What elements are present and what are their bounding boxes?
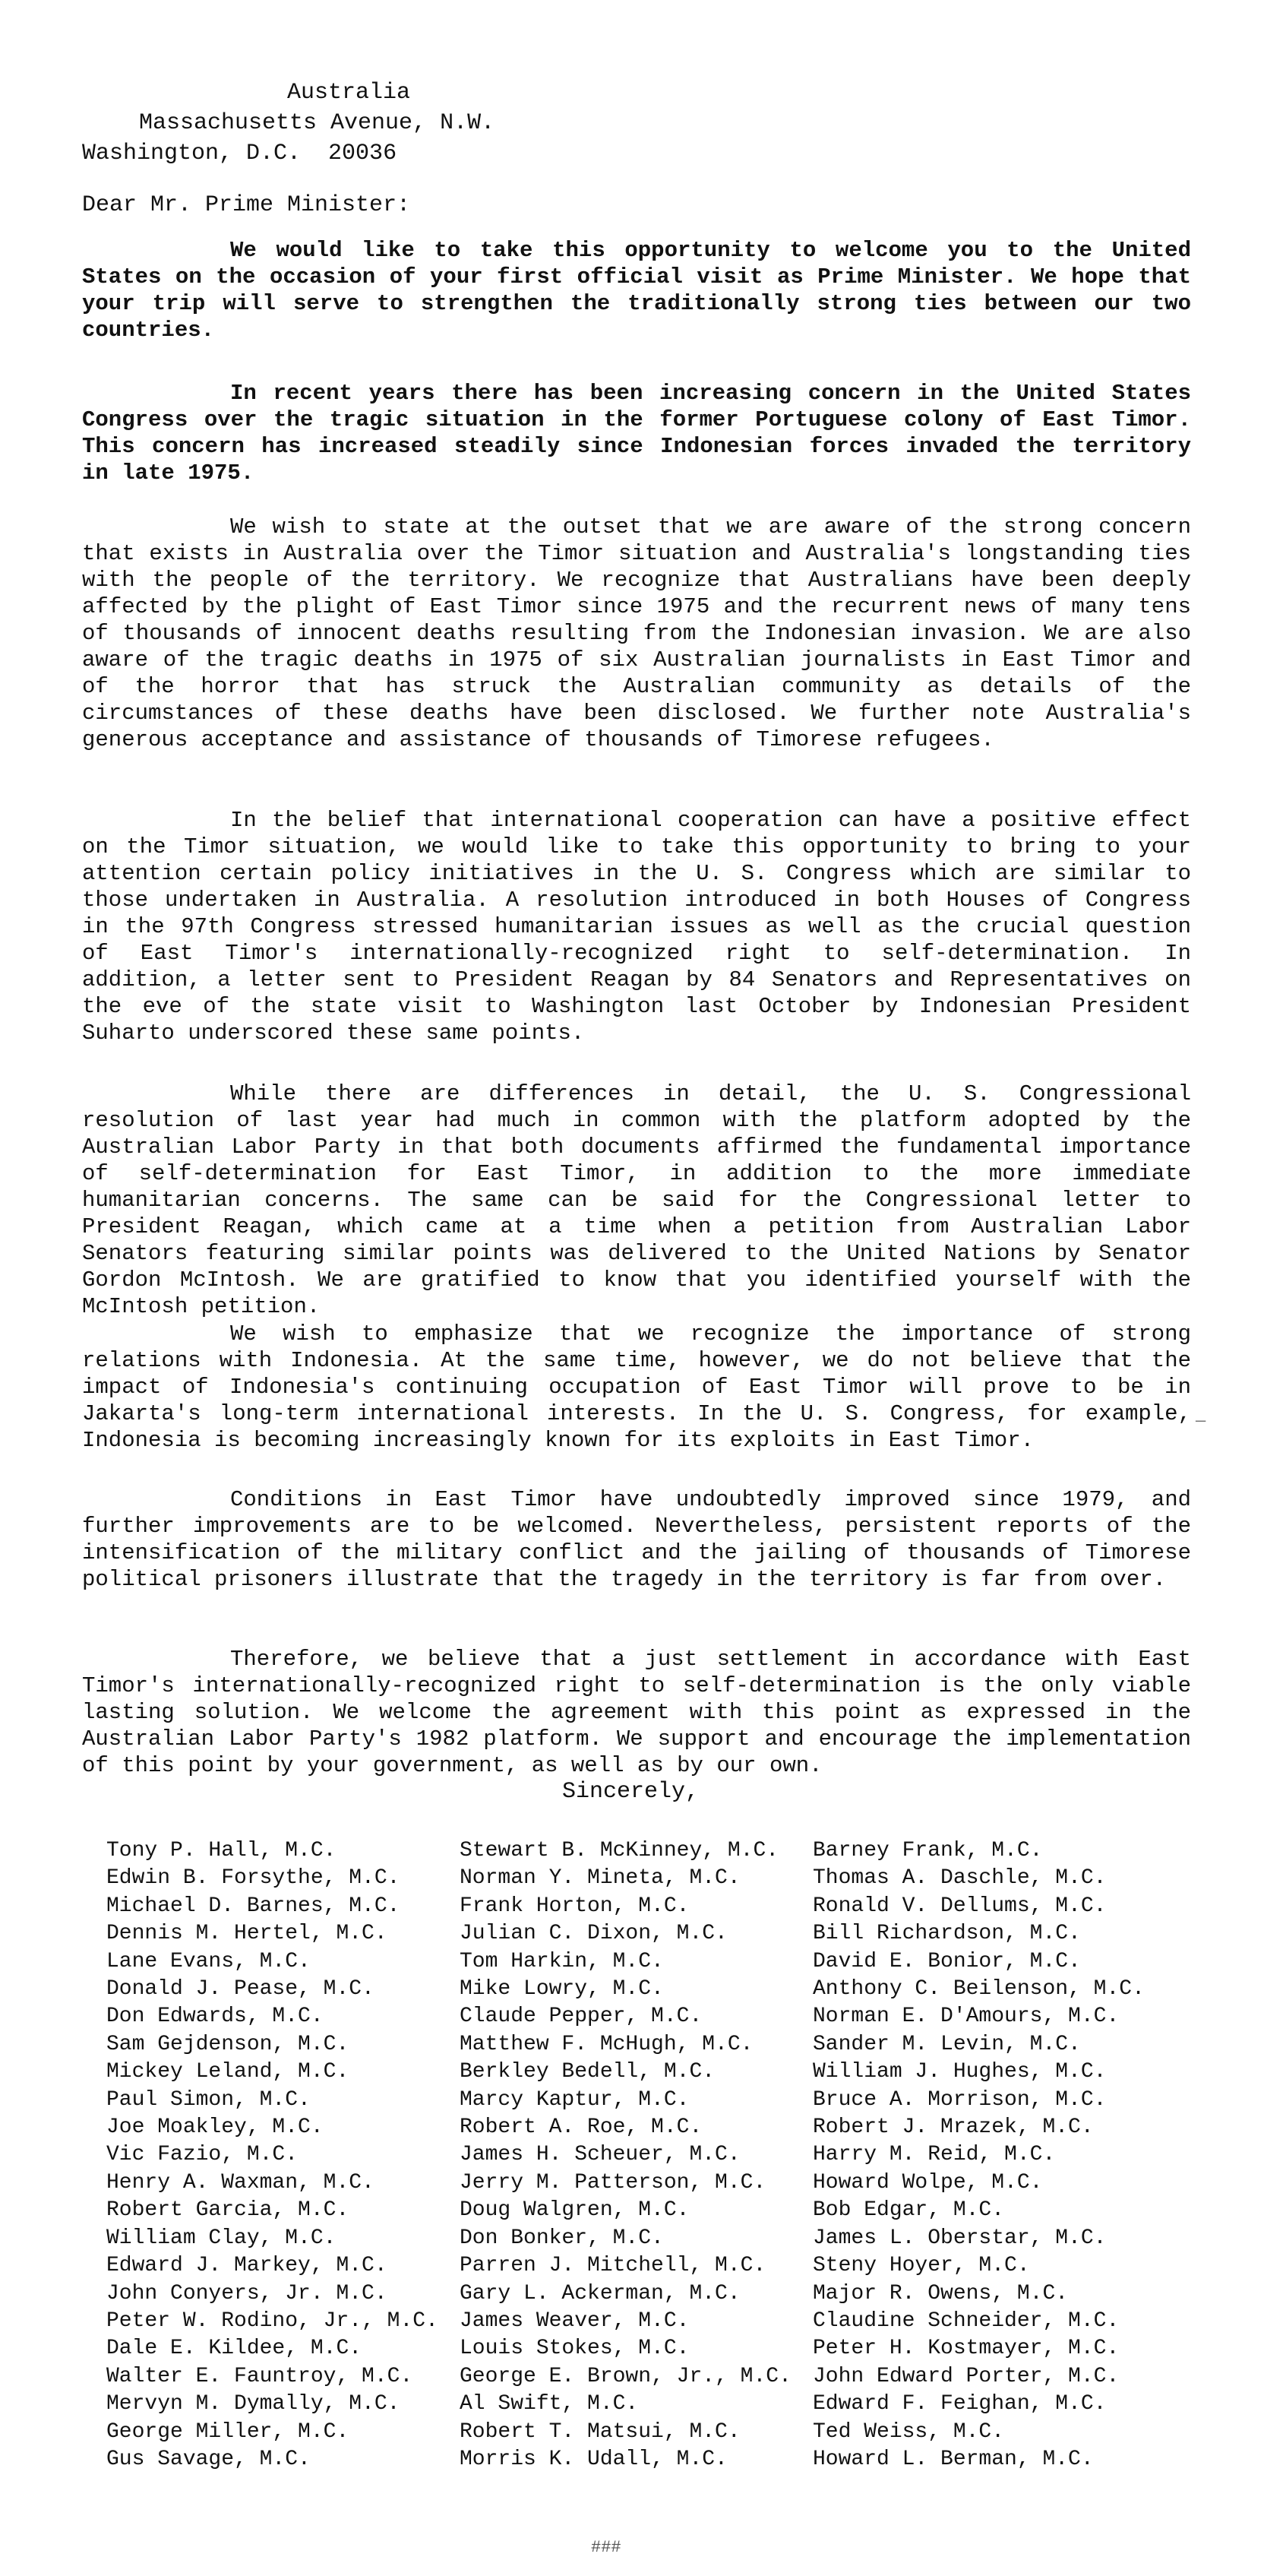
signatory-name: Gary L. Ackerman, M.C.: [460, 2281, 741, 2305]
paragraph-5: While there are differences in detail, the U. S. Congressional resolution of last year had much in common with the platform adopted by the Australian Labor Party in that both documents affirmed the fundamental importance of self-determination for East Timor, in addition to the more immediate humanitarian concerns. The same can be said for the Congressional letter to President Reagan, which came at a time when a petition from Australian Labor Senators featuring similar points was delivered to the United Nations by Senator Gordon McIntosh. We are gratified to know that you identified yourself with the McIntosh petition.: [82, 1081, 1191, 1319]
signatory-name: Thomas A. Daschle, M.C.: [813, 1866, 1107, 1891]
signatory-column-3: [813, 1837, 1166, 2473]
signatory-name: Matthew F. McHugh, M.C.: [460, 2032, 754, 2056]
signatory-name: Robert A. Roe, M.C.: [460, 2116, 703, 2140]
signatory-name: Norman E. D'Amours, M.C.: [813, 2005, 1120, 2029]
signatory-name: John Conyers, Jr. M.C.: [106, 2281, 387, 2305]
signatory-name: Robert Garcia, M.C.: [106, 2198, 349, 2223]
signatory-name: Howard Wolpe, M.C.: [813, 2170, 1043, 2195]
signatory-name: Norman Y. Mineta, M.C.: [460, 1866, 741, 1891]
margin-dash: —: [1196, 1412, 1206, 1431]
signatory-name: Barney Frank, M.C.: [813, 1839, 1043, 1862]
paragraph-3: We wish to state at the outset that we are aware of the strong concern that exists in Australia over the Timor situation and Australia's longstanding ties with the people of the territory. We recognize that Australians have been deeply affected by the plight of East Timor since 1975 and the recurrent news of many tens of thousands of innocent deaths resulting from the Indonesian invasion. We are also aware of the tragic deaths in 1975 of six Australian journalists in East Timor and of the horror that has struck the Australian community as details of the circumstances of these deaths have been disclosed. We further note Australia's generous acceptance and assistance of thousands of Timorese refugees.: [82, 514, 1191, 752]
signatory-name: Louis Stokes, M.C.: [460, 2337, 690, 2361]
signatory-name: William J. Hughes, M.C.: [813, 2060, 1107, 2084]
signatory-name: William Clay, M.C.: [106, 2226, 337, 2250]
signatories: [106, 1837, 1185, 2473]
signatory-name: Tom Harkin, M.C.: [460, 1949, 664, 1973]
signatory-name: Julian C. Dixon, M.C.: [460, 1922, 728, 1946]
address-line-3: Washington, D.C. 20036: [82, 141, 397, 166]
signatory-name: Harry M. Reid, M.C.: [813, 2143, 1056, 2167]
signatory-name: Claudine Schneider, M.C.: [813, 2309, 1120, 2333]
signatory-name: Henry A. Waxman, M.C.: [106, 2170, 374, 2195]
signatory-name: Michael D. Barnes, M.C.: [106, 1894, 400, 1918]
signatory-name: Mervyn M. Dymally, M.C.: [106, 2392, 400, 2416]
signatory-name: Vic Fazio, M.C.: [106, 2143, 299, 2167]
signatory-name: Donald J. Pease, M.C.: [106, 1977, 374, 2002]
signatory-name: Doug Walgren, M.C.: [460, 2198, 690, 2223]
end-mark: ###: [591, 2538, 621, 2557]
address-line-1: Australia: [287, 80, 411, 106]
signatory-name: Don Edwards, M.C.: [106, 2005, 324, 2029]
paragraph-1: We would like to take this opportunity to welcome you to the United States on the occasion of your first official visit as Prime Minister. We hope that your trip will serve to strengthen the traditionally strong ties between our two countries.: [82, 238, 1191, 343]
signatory-name: Stewart B. McKinney, M.C.: [460, 1839, 779, 1862]
signatory-name: Ted Weiss, M.C.: [813, 2419, 1005, 2444]
signatory-name: Edwin B. Forsythe, M.C.: [106, 1866, 400, 1891]
paragraph-8: Therefore, we believe that a just settlement in accordance with East Timor's internationally-recognized right to self-determination is the only viable lasting solution. We welcome the agreement with this point as expressed in the Australian Labor Party's 1982 platform. We support and encourage the implementation of this point by your government, as well as by our own.: [82, 1647, 1191, 1778]
signatory-name: James H. Scheuer, M.C.: [460, 2143, 741, 2167]
signatory-column-2: [460, 1837, 813, 2473]
signatory-name: Peter W. Rodino, Jr., M.C.: [106, 2309, 438, 2333]
signatory-name: Lane Evans, M.C.: [106, 1949, 311, 1973]
signatory-name: Al Swift, M.C.: [460, 2392, 639, 2416]
signatory-name: John Edward Porter, M.C.: [813, 2364, 1120, 2388]
signatory-name: Dennis M. Hertel, M.C.: [106, 1922, 387, 1946]
signatory-name: Sander M. Levin, M.C.: [813, 2032, 1081, 2056]
signatory-name: Peter H. Kostmayer, M.C.: [813, 2337, 1120, 2361]
closing: Sincerely,: [562, 1779, 700, 1805]
signatory-name: Major R. Owens, M.C.: [813, 2281, 1069, 2305]
signatory-name: Steny Hoyer, M.C.: [813, 2254, 1030, 2278]
signatory-name: Howard L. Berman, M.C.: [813, 2447, 1094, 2471]
signatory-name: Gus Savage, M.C.: [106, 2447, 311, 2471]
paragraph-4: In the belief that international cooperation can have a positive effect on the Timor situation, we would like to take this opportunity to bring to your attention certain policy initiatives in the U. S. Congress which are similar to those undertaken in Australia. A resolution introduced in both Houses of Congress in the 97th Congress stressed humanitarian issues as well as the crucial question of East Timor's internationally-recognized right to self-determination. In addition, a letter sent to President Reagan by 84 Senators and Representatives on the eve of the state visit to Washington last October by Indonesian President Suharto underscored these same points.: [82, 808, 1191, 1046]
paragraph-6: We wish to emphasize that we recognize the importance of strong relations with Indonesia. At the same time, however, we do not believe that the impact of Indonesia's continuing occupation of East Timor will prove to be in Jakarta's long-term international interests. In the U. S. Congress, for example, Indonesia is becoming increasingly known for its exploits in East Timor.: [82, 1321, 1191, 1453]
signatory-name: George E. Brown, Jr., M.C.: [460, 2364, 792, 2388]
signatory-name: Joe Moakley, M.C.: [106, 2116, 324, 2140]
salutation: Dear Mr. Prime Minister:: [82, 192, 411, 218]
signatory-name: Robert T. Matsui, M.C.: [460, 2419, 741, 2444]
signatory-name: David E. Bonior, M.C.: [813, 1949, 1081, 1973]
signatory-name: Sam Gejdenson, M.C.: [106, 2032, 349, 2056]
signatory-name: Dale E. Kildee, M.C.: [106, 2337, 362, 2361]
signatory-name: Marcy Kaptur, M.C.: [460, 2087, 690, 2112]
signatory-name: James L. Oberstar, M.C.: [813, 2226, 1107, 2250]
signatory-name: Robert J. Mrazek, M.C.: [813, 2116, 1094, 2140]
signatory-name: Jerry M. Patterson, M.C.: [460, 2170, 766, 2195]
signatory-name: Paul Simon, M.C.: [106, 2087, 311, 2112]
signatory-name: Frank Horton, M.C.: [460, 1894, 690, 1918]
signatory-name: Bruce A. Morrison, M.C.: [813, 2087, 1107, 2112]
signatory-name: George Miller, M.C.: [106, 2419, 349, 2444]
signatory-name: Bill Richardson, M.C.: [813, 1922, 1081, 1946]
recipient-address: [82, 78, 495, 169]
signatory-name: Berkley Bedell, M.C.: [460, 2060, 716, 2084]
signatory-name: Don Bonker, M.C.: [460, 2226, 664, 2250]
signatory-name: Edward J. Markey, M.C.: [106, 2254, 387, 2278]
paragraph-2: In recent years there has been increasing concern in the United States Congress over the tragic situation in the former Portuguese colony of East Timor. This concern has increased steadily since Indonesian forces invaded the territory in late 1975.: [82, 381, 1191, 486]
signatory-name: Anthony C. Beilenson, M.C.: [813, 1977, 1145, 2002]
signatory-name: Ronald V. Dellums, M.C.: [813, 1894, 1107, 1918]
paragraph-7: Conditions in East Timor have undoubtedly improved since 1979, and further improvements are to be welcomed. Nevertheless, persistent reports of the intensification of the military conflict and the jailing of thousands of Timorese political prisoners illustrate that the tragedy in the territory is far from over.: [82, 1487, 1191, 1592]
signatory-name: Mickey Leland, M.C.: [106, 2060, 349, 2084]
signatory-name: James Weaver, M.C.: [460, 2309, 690, 2333]
signatory-name: Walter E. Fauntroy, M.C.: [106, 2364, 413, 2388]
signatory-name: Tony P. Hall, M.C.: [106, 1839, 337, 1862]
address-line-2: Massachusetts Avenue, N.W.: [139, 110, 495, 136]
signatory-name: Mike Lowry, M.C.: [460, 1977, 664, 2002]
signatory-name: Morris K. Udall, M.C.: [460, 2447, 728, 2471]
signatory-name: Parren J. Mitchell, M.C.: [460, 2254, 766, 2278]
signatory-name: Bob Edgar, M.C.: [813, 2198, 1005, 2223]
signatory-name: Claude Pepper, M.C.: [460, 2005, 703, 2029]
signatory-name: Edward F. Feighan, M.C.: [813, 2392, 1107, 2416]
signatory-column-1: [106, 1837, 460, 2473]
